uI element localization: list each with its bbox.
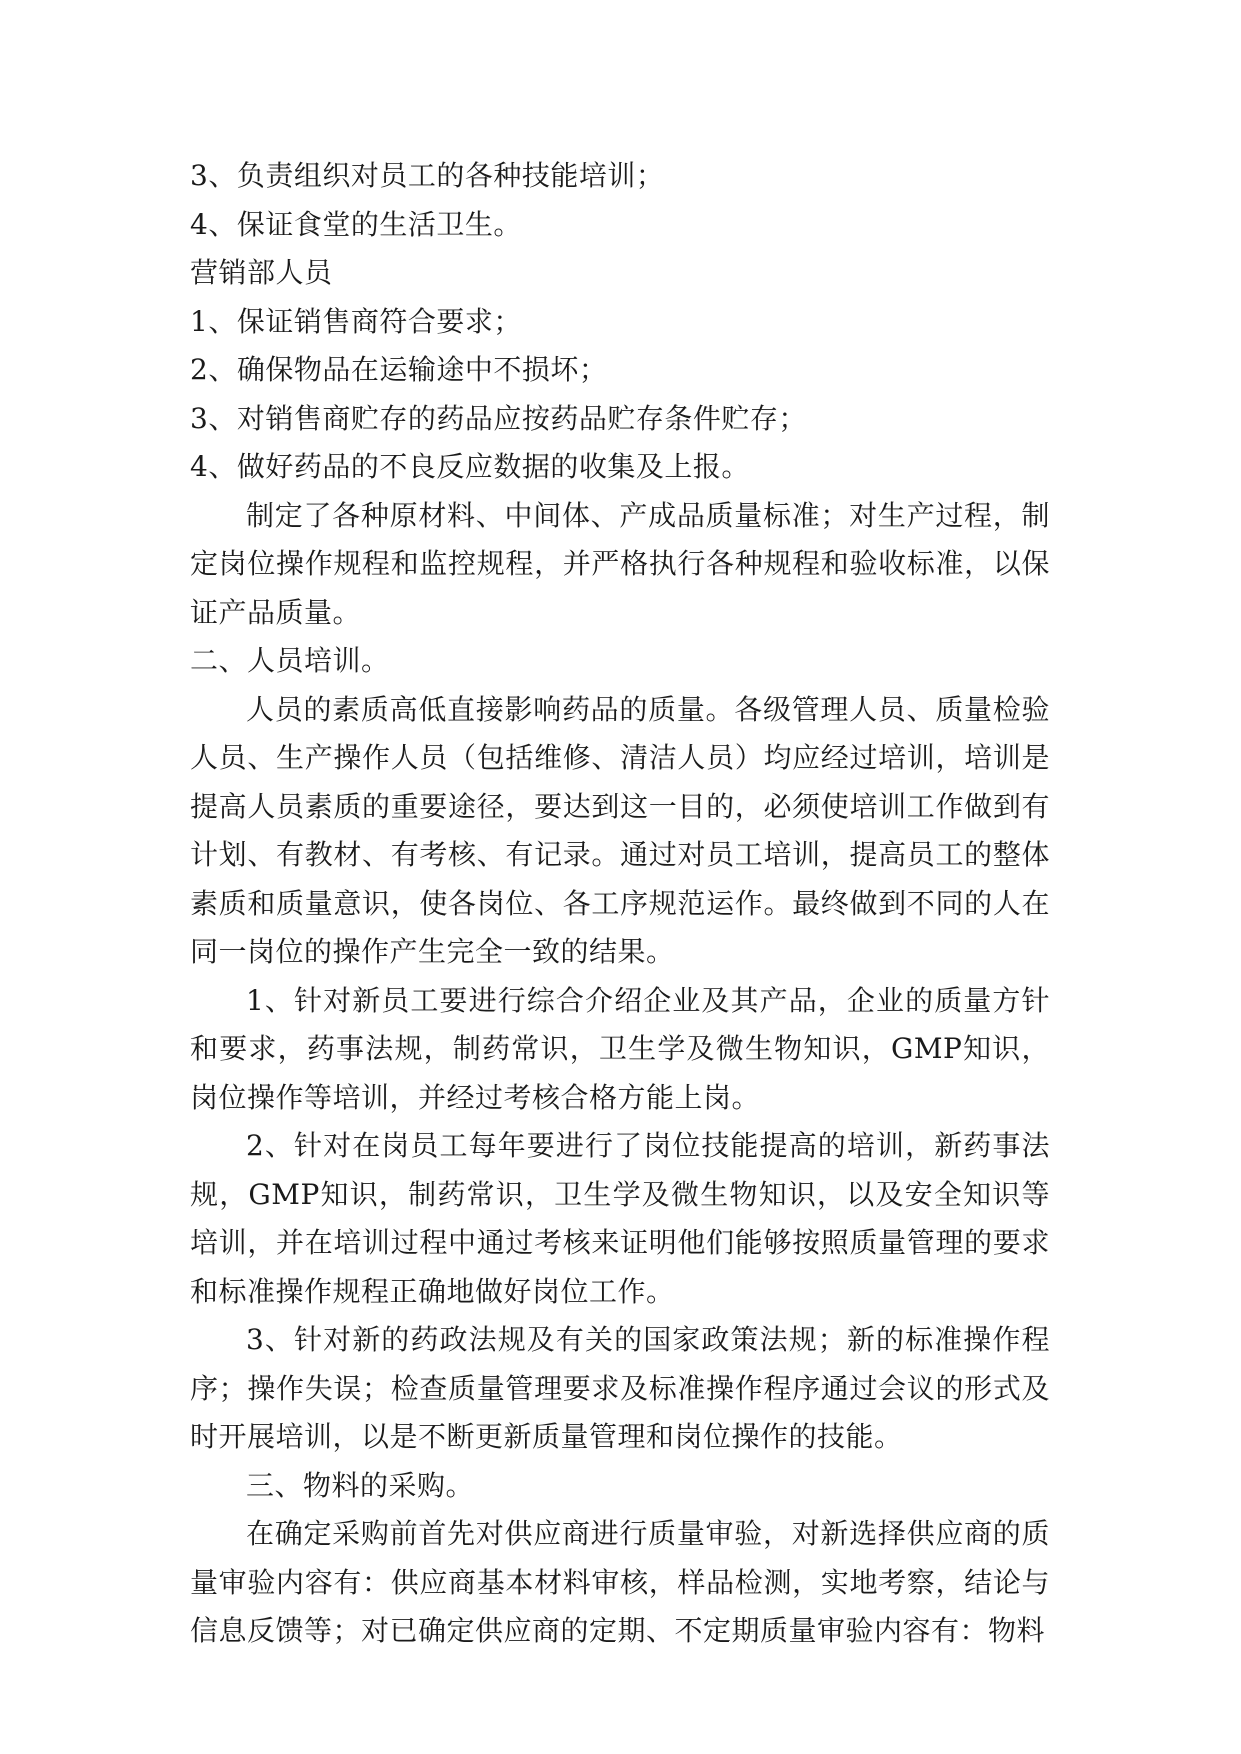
list-item-1-distributor: 1、保证销售商符合要求； — [190, 304, 522, 338]
heading-sales-staff: 营销部人员 — [190, 256, 333, 289]
list-item-3-training: 3、负责组织对员工的各种技能培训； — [190, 159, 665, 192]
heading-staff-training: 二、人员培训。 — [190, 644, 390, 677]
list-item-3-storage: 3、对销售商贮存的药品应按药品贮存条件贮存； — [190, 401, 807, 435]
heading-material-procurement: 三、物料的采购。 — [246, 1468, 475, 1502]
document-page — [190, 152, 1050, 1656]
paragraph-training-overview: 人员的素质高低直接影响药品的质量。各级管理人员、质量检验人员、生产操作人员（包括维修、清洁人员）均应经过培训，培训是提高人员素质的重要途径，要达到这一目的，必须使培训工作做到有计划、有教材、有考核、有记录。通过对员工培训，提高员工的整体素质和质量意识，使各岗位、各工序规范运作。最终做到不同的人在同一岗位的操作产生完全一致的结果。 — [190, 692, 1050, 968]
paragraph-supplier-audit: 在确定采购前首先对供应商进行质量审验，对新选择供应商的质量审验内容有：供应商基本材料审核，样品检测，实地考察，结论与信息反馈等；对已确定供应商的定期、不定期质量审验内容有：物料 — [190, 1517, 1050, 1647]
paragraph-current-employee-training: 2、针对在岗员工每年要进行了岗位技能提高的培训，新药事法规，GMP知识，制药常识，卫生学及微生物知识，以及安全知识等培训，并在培训过程中通过考核来证明他们能够按照质量管理的要求和标准操作规程正确地做好岗位工作。 — [190, 1129, 1050, 1308]
paragraph-new-employee-training: 1、针对新员工要进行综合介绍企业及其产品，企业的质量方针和要求，药事法规，制药常识，卫生学及微生物知识，GMP知识，岗位操作等培训，并经过考核合格方能上岗。 — [190, 983, 1050, 1114]
paragraph-policy-training: 3、针对新的药政法规及有关的国家政策法规；新的标准操作程序；操作失误；检查质量管理要求及标准操作程序通过会议的形式及时开展培训，以是不断更新质量管理和岗位操作的技能。 — [190, 1323, 1050, 1453]
paragraph-quality-standards: 制定了各种原材料、中间体、产成品质量标准；对生产过程，制定岗位操作规程和监控规程，并严格执行各种规程和验收标准，以保证产品质量。 — [190, 498, 1050, 629]
list-item-4-adverse-reaction: 4、做好药品的不良反应数据的收集及上报。 — [190, 450, 750, 483]
list-item-4-canteen: 4、保证食堂的生活卫生。 — [190, 207, 522, 241]
list-item-2-transport: 2、确保物品在运输途中不损坏； — [190, 353, 608, 386]
